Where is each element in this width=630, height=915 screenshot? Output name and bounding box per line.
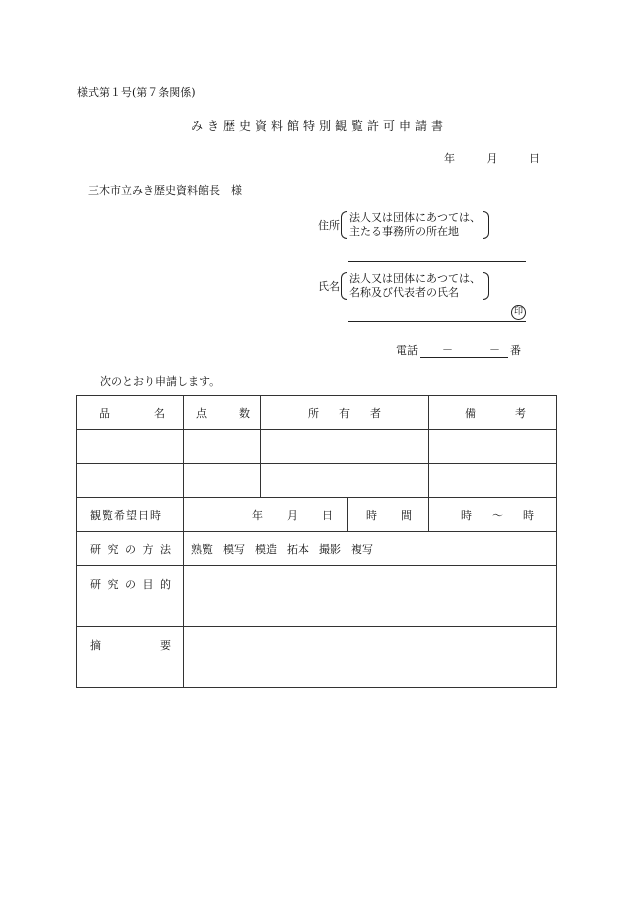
table-row xyxy=(77,464,557,498)
count-cell[interactable] xyxy=(184,464,261,498)
method-label-char: 法 xyxy=(160,542,171,556)
viewing-day-label: 日 xyxy=(322,508,333,522)
viewing-date-label-text: 観覧希望日時 xyxy=(90,508,162,522)
date-month-label: 月 xyxy=(486,152,498,165)
viewing-date-row xyxy=(77,498,557,532)
summary-label-char-1: 摘 xyxy=(90,639,101,652)
time-range-cell[interactable] xyxy=(429,498,557,532)
table-row xyxy=(77,430,557,464)
address-field xyxy=(318,211,489,239)
name-note-line2: 名称及び代表者の氏名 xyxy=(349,286,459,299)
address-input-line[interactable] xyxy=(348,261,526,262)
header-count xyxy=(184,396,261,430)
application-date xyxy=(444,150,540,166)
lead-text: 次のとおり申請します。 xyxy=(100,375,221,388)
header-item xyxy=(77,396,184,430)
time-to-label: 時 xyxy=(523,508,534,522)
purpose-input[interactable] xyxy=(184,566,557,627)
purpose-label-char: 研 xyxy=(90,578,101,591)
note-cell[interactable] xyxy=(429,464,557,498)
method-label-char: 方 xyxy=(142,542,154,556)
item-cell[interactable] xyxy=(77,430,184,464)
header-note xyxy=(429,396,557,430)
phone-input-line[interactable] xyxy=(420,345,508,358)
method-option-jukuran[interactable]: 熟覧 xyxy=(191,542,213,556)
time-label-char-2: 間 xyxy=(401,508,412,522)
summary-label-char-2: 要 xyxy=(160,639,171,652)
header-owner-char-1: 所 xyxy=(308,406,319,420)
header-owner-char-3: 者 xyxy=(370,406,381,420)
table-header-row xyxy=(77,396,557,430)
method-row xyxy=(77,532,557,566)
name-input-line[interactable] xyxy=(348,321,526,322)
phone-dash-2: － xyxy=(489,343,500,356)
header-item-char-1: 品 xyxy=(99,406,110,420)
viewing-month-label: 月 xyxy=(287,508,298,522)
count-cell[interactable] xyxy=(184,430,261,464)
summary-input[interactable] xyxy=(184,627,557,688)
method-option-takuhon[interactable]: 拓本 xyxy=(287,542,309,556)
summary-label xyxy=(77,627,184,688)
header-item-char-2: 名 xyxy=(154,406,165,420)
form-number: 様式第１号(第７条関係) xyxy=(77,86,196,99)
owner-cell[interactable] xyxy=(261,464,429,498)
phone-dash-1: － xyxy=(442,343,453,356)
method-label-char: 究 xyxy=(107,542,119,556)
name-field xyxy=(318,272,489,300)
date-year-label: 年 xyxy=(444,152,455,165)
time-from-label: 時 xyxy=(461,508,472,522)
method-label xyxy=(77,532,184,566)
phone-field xyxy=(396,342,521,358)
phone-label: 電話 xyxy=(396,344,418,357)
purpose-label-char: の xyxy=(125,578,136,591)
time-label xyxy=(348,498,429,532)
method-option-mozo[interactable]: 模造 xyxy=(255,542,277,556)
address-note-line1: 法人又は団体にあつては、 xyxy=(349,211,481,224)
phone-suffix: 番 xyxy=(510,344,521,357)
purpose-row xyxy=(77,566,557,627)
name-note-line1: 法人又は団体にあつては、 xyxy=(349,272,481,285)
item-cell[interactable] xyxy=(77,464,184,498)
header-count-char-2: 数 xyxy=(239,406,250,420)
purpose-label-char: 究 xyxy=(107,578,119,591)
viewing-date-cell[interactable] xyxy=(184,498,348,532)
viewing-date-label xyxy=(77,498,184,532)
method-options xyxy=(184,532,557,566)
method-option-satsuei[interactable]: 撮影 xyxy=(319,542,341,556)
address-note xyxy=(341,211,489,239)
viewing-year-label: 年 xyxy=(252,508,263,522)
method-option-mosha[interactable]: 模写 xyxy=(223,542,245,556)
addressee: 三木市立みき歴史資料館長 様 xyxy=(88,184,242,197)
time-separator: ～ xyxy=(492,508,503,522)
method-label-char: 研 xyxy=(90,542,101,556)
purpose-label-char: 的 xyxy=(160,578,171,591)
header-note-char-2: 考 xyxy=(515,406,526,420)
purpose-label xyxy=(77,566,184,627)
purpose-label-char: 目 xyxy=(142,578,154,591)
name-note xyxy=(341,272,489,300)
note-cell[interactable] xyxy=(429,430,557,464)
address-note-line2: 主たる事務所の所在地 xyxy=(349,225,459,238)
summary-row xyxy=(77,627,557,688)
time-label-char-1: 時 xyxy=(366,508,377,522)
method-label-char: の xyxy=(125,542,136,556)
owner-cell[interactable] xyxy=(261,430,429,464)
address-label: 住所 xyxy=(318,219,340,232)
name-label: 氏名 xyxy=(318,280,340,293)
seal-icon: 印 xyxy=(511,305,526,320)
header-note-char-1: 備 xyxy=(465,406,476,420)
application-table xyxy=(76,395,557,688)
date-day-label: 日 xyxy=(529,152,540,165)
header-owner-char-2: 有 xyxy=(339,406,350,420)
form-title: みき歴史資料館特別観覧許可申請書 xyxy=(190,119,447,133)
header-count-char-1: 点 xyxy=(196,406,207,420)
header-owner xyxy=(261,396,429,430)
method-option-fukusha[interactable]: 複写 xyxy=(351,542,373,556)
